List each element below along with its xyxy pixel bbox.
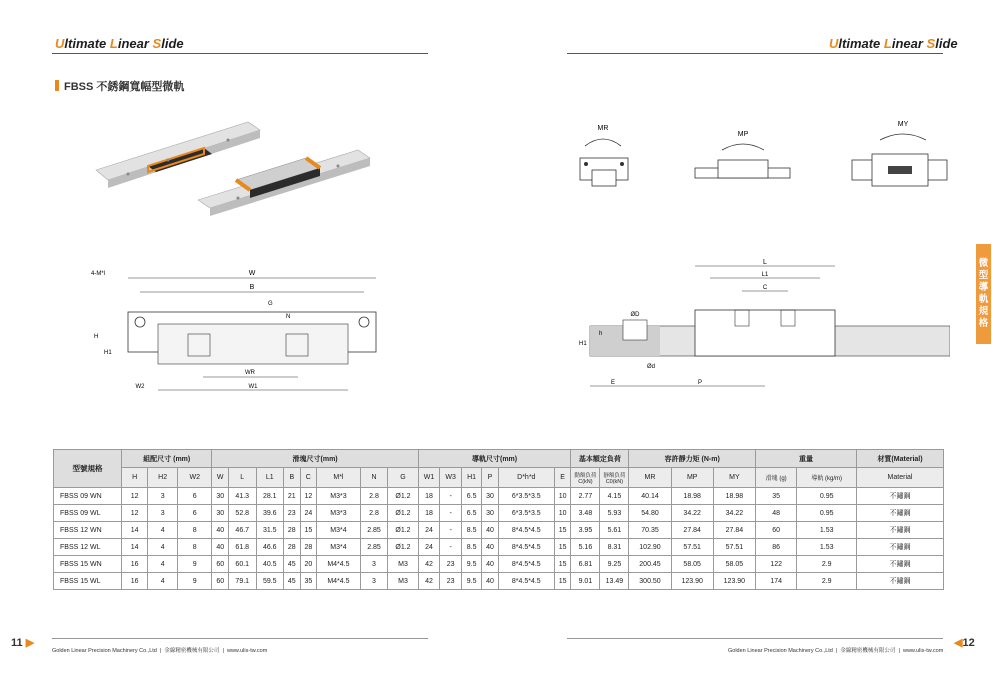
th-moment: 容許靜力矩 (N-m) [629,450,756,468]
table-cell: 8*4.5*4.5 [498,556,554,573]
table-cell: 42 [418,573,440,590]
table-cell: 40 [482,556,499,573]
table-cell: 4 [148,556,178,573]
table-cell: 60 [212,573,229,590]
table-cell: 300.50 [629,573,671,590]
section-title: FBSS 不銹鋼寬幅型微軌 [55,78,184,94]
svg-text:H1: H1 [104,350,112,356]
table-cell: 9.5 [462,556,482,573]
table-subheader-row: H H2 W2 W L L1 B C M*l N G W1 W3 H1 P D*h*d E 動額負荷 C(kN) 靜額負荷 C0(kN) MR MP MY 滑塊 (g) 導軌 (kg/m) Material [54,468,944,488]
table-cell: 24 [418,539,440,556]
table-cell: 58.05 [671,556,713,573]
header-rule-right [567,53,943,54]
table-cell: 34.22 [713,505,755,522]
th-load: 基本額定負荷 [571,450,629,468]
th-model: 型號規格 [54,450,122,488]
table-cell: 60.1 [228,556,256,573]
table-cell: 123.90 [671,573,713,590]
table-cell: M4*4.5 [317,573,361,590]
table-row [54,488,944,505]
footer-rule-left [52,638,428,639]
moment-diagrams [570,118,950,198]
table-cell: 16 [122,556,148,573]
table-cell: 2.8 [360,505,388,522]
table-cell: 40.14 [629,488,671,505]
table-cell: Ø1.2 [388,488,418,505]
svg-text:H1: H1 [579,341,587,347]
table-cell: 18 [418,505,440,522]
table-cell: 86 [755,539,796,556]
table-cell: 3 [360,573,388,590]
table-cell: 2.85 [360,539,388,556]
table-cell: 35 [755,488,796,505]
table-cell: 54.80 [629,505,671,522]
table-cell: 3 [148,505,178,522]
table-cell: 79.1 [228,573,256,590]
table-cell: 60 [755,522,796,539]
table-cell: 45 [284,573,301,590]
table-cell: 27.84 [713,522,755,539]
table-cell: 4 [148,522,178,539]
table-cell: 0.95 [797,488,857,505]
table-cell: 30 [482,505,499,522]
table-cell: 40 [482,522,499,539]
table-cell: 3.48 [571,505,600,522]
product-illustration [88,110,378,230]
table-cell: 6.5 [462,488,482,505]
table-cell: 5.16 [571,539,600,556]
table-cell: - [440,505,462,522]
model-cell: FBSS 15 WN [54,556,122,573]
table-cell: 6.81 [571,556,600,573]
svg-text:P: P [697,380,703,386]
table-cell: 40 [212,539,229,556]
table-cell: 40 [482,573,499,590]
table-cell: 不鏽鋼 [857,488,944,505]
table-cell: 9.25 [600,556,629,573]
table-cell: 8.5 [462,522,482,539]
table-cell: M3*3 [317,505,361,522]
table-cell: 18.98 [713,488,755,505]
table-cell: 13.49 [600,573,629,590]
table-cell: 8*4.5*4.5 [498,539,554,556]
table-cell: 20 [300,556,317,573]
table-cell: 9 [178,573,212,590]
table-cell: 8.5 [462,539,482,556]
model-cell: FBSS 12 WL [54,539,122,556]
table-cell: 2.8 [360,488,388,505]
table-cell: 42 [418,556,440,573]
table-cell: M3*4 [317,539,361,556]
table-cell: 8 [178,539,212,556]
table-cell: 46.7 [228,522,256,539]
table-cell: 8*4.5*4.5 [498,573,554,590]
table-cell: 4 [148,539,178,556]
table-cell: 61.8 [228,539,256,556]
svg-text:4-M*l: 4-M*l [91,271,106,277]
th-rail: 導軌尺寸(mm) [418,450,571,468]
model-cell: FBSS 09 WL [54,505,122,522]
table-cell: 122 [755,556,796,573]
table-cell: 9.5 [462,573,482,590]
table-cell: 45 [284,556,301,573]
table-cell: 58.05 [713,556,755,573]
footer-left: Golden Linear Precision Machinery Co.,Ltd | 金線精密機械有限公司 | www.ulis-tw.com [52,648,268,654]
brand-title-right: Ultimate Linear Slide [829,36,958,51]
table-cell: 24 [418,522,440,539]
spec-table [53,449,944,590]
svg-text:h: h [599,331,603,337]
table-cell: 28 [284,539,301,556]
table-cell: 28.1 [256,488,284,505]
table-cell: 15 [554,539,571,556]
table-cell: 不鏽鋼 [857,539,944,556]
header-rule-left [52,53,428,54]
table-cell: 174 [755,573,796,590]
svg-text:B: B [249,284,255,291]
svg-text:E: E [610,380,616,386]
table-cell: 14 [122,539,148,556]
table-cell: 0.95 [797,505,857,522]
table-cell: Ø1.2 [388,522,418,539]
page-number-left: 11 ▶ [11,637,35,649]
svg-text:G: G [268,301,273,307]
svg-text:L1: L1 [761,272,769,278]
th-weight: 重量 [755,450,856,468]
table-cell: 16 [122,573,148,590]
svg-text:WR: WR [245,370,255,376]
table-cell: 40 [212,522,229,539]
table-cell: 2.77 [571,488,600,505]
table-cell: 5.93 [600,505,629,522]
table-cell: 123.90 [713,573,755,590]
th-assembly: 組配尺寸 (mm) [122,450,212,468]
svg-text:C: C [762,285,768,291]
model-cell: FBSS 09 WN [54,488,122,505]
mr-label: MR [597,125,609,132]
table-row [54,556,944,573]
my-label: MY [897,121,909,128]
table-cell: Ø1.2 [388,539,418,556]
table-cell: M3*3 [317,488,361,505]
side-tab[interactable]: 微 型 導 軌 規 格 [976,244,991,344]
table-cell: 59.5 [256,573,284,590]
table-cell: 2.9 [797,556,857,573]
table-row [54,573,944,590]
table-cell: 12 [122,488,148,505]
table-cell: M3 [388,556,418,573]
table-cell: M4*4.5 [317,556,361,573]
table-cell: 200.45 [629,556,671,573]
table-cell: - [440,522,462,539]
table-cell: 8.31 [600,539,629,556]
side-view-drawing [575,258,950,393]
table-cell: 18.98 [671,488,713,505]
table-cell: 10 [554,488,571,505]
table-cell: 31.5 [256,522,284,539]
model-cell: FBSS 12 WN [54,522,122,539]
table-cell: 6 [178,488,212,505]
page-number-right: ◀12 [954,637,975,649]
table-cell: 40 [482,539,499,556]
table-cell: 6*3.5*3.5 [498,505,554,522]
table-row [54,539,944,556]
table-cell: 14 [122,522,148,539]
front-view-drawing [88,262,388,397]
table-cell: 35 [300,573,317,590]
table-cell: 6*3.5*3.5 [498,488,554,505]
table-cell: 4 [148,573,178,590]
table-row [54,505,944,522]
table-row [54,522,944,539]
svg-text:ØD: ØD [630,312,640,318]
table-cell: 15 [554,556,571,573]
svg-text:N: N [286,314,291,320]
table-cell: 12 [300,488,317,505]
svg-text:W: W [248,270,256,277]
table-cell: 2.85 [360,522,388,539]
table-cell: 48 [755,505,796,522]
table-cell: 27.84 [671,522,713,539]
brand-title-left: Ultimate Linear Slide [55,36,184,51]
table-cell: 21 [284,488,301,505]
table-cell: 41.3 [228,488,256,505]
footer-rule-right [567,638,943,639]
table-cell: M3 [388,573,418,590]
table-cell: 39.6 [256,505,284,522]
table-cell: 23 [440,556,462,573]
table-cell: Ø1.2 [388,505,418,522]
table-cell: 5.61 [600,522,629,539]
table-cell: 15 [554,573,571,590]
table-cell: - [440,539,462,556]
table-cell: 102.90 [629,539,671,556]
table-cell: 52.8 [228,505,256,522]
footer-right: Golden Linear Precision Machinery Co.,Ltd | 金線精密機械有限公司 | www.ulis-tw.com [728,648,944,654]
th-material: 材質(Material) [857,450,944,468]
table-cell: 57.51 [713,539,755,556]
table-cell: 不鏽鋼 [857,505,944,522]
table-cell: 30 [212,488,229,505]
table-cell: 3.95 [571,522,600,539]
table-cell: - [440,488,462,505]
table-cell: 15 [554,522,571,539]
table-cell: 3 [148,488,178,505]
table-cell: 57.51 [671,539,713,556]
table-cell: 18 [418,488,440,505]
table-cell: 46.6 [256,539,284,556]
table-cell: 30 [482,488,499,505]
svg-text:H: H [94,334,99,340]
table-cell: 不鏽鋼 [857,522,944,539]
th-block: 滑塊尺寸(mm) [212,450,418,468]
svg-text:Ød: Ød [647,364,656,370]
table-cell: 28 [284,522,301,539]
table-cell: 28 [300,539,317,556]
table-cell: 30 [212,505,229,522]
table-cell: 10 [554,505,571,522]
table-cell: 3 [360,556,388,573]
table-cell: 8 [178,522,212,539]
table-cell: 23 [440,573,462,590]
table-cell: 70.35 [629,522,671,539]
table-cell: 1.53 [797,522,857,539]
table-cell: 2.9 [797,573,857,590]
svg-text:W2: W2 [135,384,145,390]
table-cell: 不鏽鋼 [857,573,944,590]
svg-text:L: L [763,259,767,266]
table-cell: 34.22 [671,505,713,522]
model-cell: FBSS 15 WL [54,573,122,590]
table-cell: 6.5 [462,505,482,522]
table-cell: 24 [300,505,317,522]
table-cell: 6 [178,505,212,522]
table-cell: 23 [284,505,301,522]
svg-text:W1: W1 [248,384,258,390]
table-cell: 8*4.5*4.5 [498,522,554,539]
table-cell: M3*4 [317,522,361,539]
table-cell: 40.5 [256,556,284,573]
mp-label: MP [737,131,749,138]
table-cell: 不鏽鋼 [857,556,944,573]
table-cell: 1.53 [797,539,857,556]
table-cell: 60 [212,556,229,573]
table-cell: 9 [178,556,212,573]
table-cell: 9.01 [571,573,600,590]
table-cell: 15 [300,522,317,539]
table-cell: 12 [122,505,148,522]
table-cell: 4.15 [600,488,629,505]
